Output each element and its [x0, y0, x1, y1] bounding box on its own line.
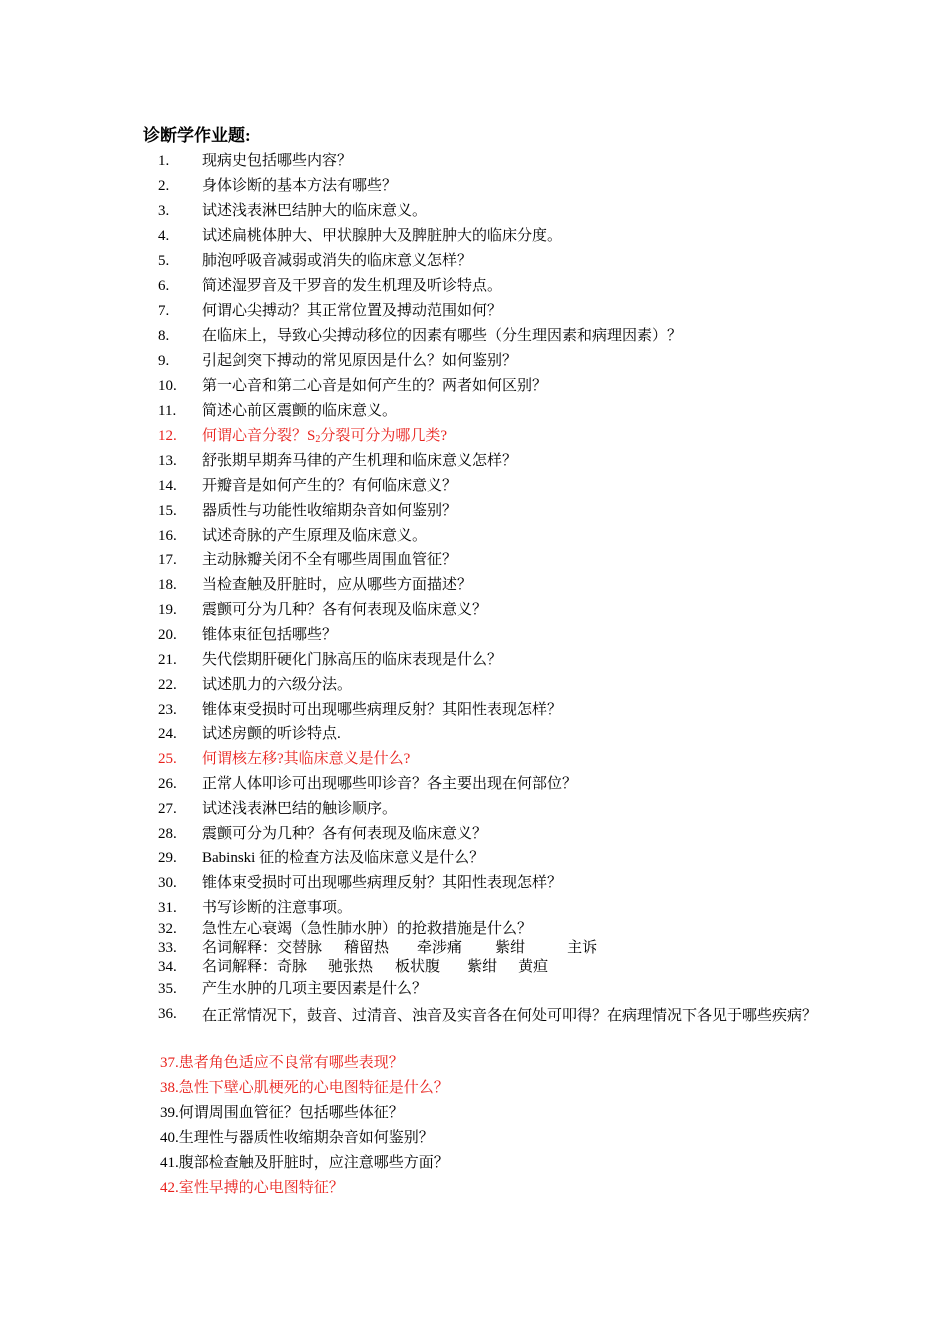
- term: 板状腹: [395, 959, 441, 975]
- question-number: 25.: [158, 751, 177, 767]
- terms-label: 名词解释：: [202, 940, 278, 956]
- question-text: 试述肌力的六级分法。: [202, 677, 353, 693]
- question-text: 当检查触及肝脏时，应从哪些方面描述？: [202, 577, 473, 593]
- question-text: 何谓核左移?其临床意义是什么?: [202, 751, 411, 767]
- question-text: 试述扁桃体肿大、甲状腺肿大及脾脏肿大的临床分度。: [202, 228, 563, 244]
- question-text: 现病史包括哪些内容？: [202, 153, 353, 169]
- question-number: 21.: [158, 652, 177, 668]
- question-number: 16.: [158, 528, 177, 544]
- question-item-highlighted: [160, 1078, 449, 1098]
- question-number: 27.: [158, 801, 177, 817]
- question-text: 锥体束受损时可出现哪些病理反射？其阳性表现怎样？: [202, 702, 563, 718]
- question-text-part: 何谓心音分裂？S: [202, 428, 316, 444]
- question-number: 28.: [158, 826, 177, 842]
- question-number: 41.: [160, 1155, 179, 1171]
- question-item-highlighted: [160, 1178, 344, 1198]
- question-number: 1.: [158, 153, 170, 169]
- question-number: 26.: [158, 776, 177, 792]
- question-text: [202, 426, 447, 450]
- question-text: 失代偿期肝硬化门脉高压的临床表现是什么？: [202, 652, 503, 668]
- term: 驰张热: [328, 959, 374, 975]
- question-number: 11.: [158, 403, 177, 419]
- question-number: 12.: [158, 428, 177, 444]
- question-number: 24.: [158, 726, 177, 742]
- question-text: 锥体束受损时可出现哪些病理反射？其阳性表现怎样？: [202, 875, 563, 891]
- question-text: 急性下壁心肌梗死的心电图特征是什么？: [178, 1080, 449, 1096]
- question-number: 9.: [158, 353, 170, 369]
- subscript: 2: [315, 434, 321, 445]
- question-text: 何谓周围血管征？包括哪些体征？: [178, 1105, 404, 1121]
- question-number: 13.: [158, 453, 177, 469]
- question-text: 试述奇脉的产生原理及临床意义。: [202, 528, 428, 544]
- question-text: 震颤可分为几种？各有何表现及临床意义？: [202, 602, 488, 618]
- term: 奇脉: [277, 959, 308, 975]
- question-text: 在正常情况下，鼓音、过清音、浊音及实音各在何处可叩得？在病理情况下各见于哪些疾病？: [202, 1008, 818, 1024]
- question-text: 简述湿罗音及干罗音的发生机理及听诊特点。: [202, 278, 503, 294]
- question-text: 器质性与功能性收缩期杂音如何鉴别？: [202, 503, 458, 519]
- question-text: [202, 938, 597, 958]
- question-number: 31.: [158, 900, 177, 916]
- question-text: 患者角色适应不良常有哪些表现？: [178, 1055, 404, 1071]
- question-text: 震颤可分为几种？各有何表现及临床意义？: [202, 826, 488, 842]
- term: 交替脉: [277, 940, 323, 956]
- question-number: 8.: [158, 328, 170, 344]
- question-number: 32.: [158, 921, 177, 937]
- question-number: 39.: [160, 1105, 179, 1121]
- term: 黄疸: [518, 959, 549, 975]
- question-number: 10.: [158, 378, 177, 394]
- question-number: 35.: [158, 981, 177, 997]
- question-text-part: 分裂可分为哪几类?: [320, 428, 448, 444]
- question-number: 15.: [158, 503, 177, 519]
- question-text: 腹部检查触及肝脏时，应注意哪些方面？: [178, 1155, 449, 1171]
- term: 主诉: [567, 940, 598, 956]
- question-text: 正常人体叩诊可出现哪些叩诊音？各主要出现在何部位？: [202, 776, 578, 792]
- question-text: 生理性与器质性收缩期杂音如何鉴别？: [178, 1130, 434, 1146]
- question-item: [160, 1103, 404, 1123]
- question-text: 肺泡呼吸音减弱或消失的临床意义怎样？: [202, 253, 473, 269]
- question-number: 37.: [160, 1055, 179, 1071]
- term: 稽留热: [344, 940, 390, 956]
- question-text: 锥体束征包括哪些？: [202, 627, 338, 643]
- page-title: 诊断学作业题:: [143, 126, 251, 145]
- question-number: 20.: [158, 627, 177, 643]
- question-text: 产生水肿的几项主要因素是什么？: [202, 981, 428, 997]
- question-number: 3.: [158, 203, 170, 219]
- question-text: Babinski 征的检查方法及临床意义是什么？: [202, 850, 485, 866]
- question-number: 29.: [158, 850, 177, 866]
- question-text: 试述浅表淋巴结的触诊顺序。: [202, 801, 398, 817]
- question-number: 5.: [158, 253, 170, 269]
- question-number: 17.: [158, 552, 177, 568]
- question-text: 急性左心衰竭（急性肺水肿）的抢救措施是什么？: [202, 921, 533, 937]
- question-number: 2.: [158, 178, 170, 194]
- question-number: 7.: [158, 303, 170, 319]
- question-text: 试述房颤的听诊特点.: [202, 726, 341, 742]
- question-text: 室性早搏的心电图特征？: [178, 1180, 344, 1196]
- question-item: [160, 1153, 449, 1173]
- question-text: 舒张期早期奔马律的产生机理和临床意义怎样？: [202, 453, 518, 469]
- question-number: 19.: [158, 602, 177, 618]
- question-text: 身体诊断的基本方法有哪些？: [202, 178, 398, 194]
- question-number: 4.: [158, 228, 170, 244]
- term: 紫绀: [495, 940, 526, 956]
- question-item-highlighted: [160, 1053, 404, 1073]
- question-text: 试述浅表淋巴结肿大的临床意义。: [202, 203, 428, 219]
- question-number: 42.: [160, 1180, 179, 1196]
- question-number: 34.: [158, 959, 177, 975]
- question-number: 14.: [158, 478, 177, 494]
- question-text: 开瓣音是如何产生的？有何临床意义？: [202, 478, 458, 494]
- question-text: 引起剑突下搏动的常见原因是什么？如何鉴别？: [202, 353, 518, 369]
- question-item: [160, 1128, 434, 1148]
- term: 紫绀: [467, 959, 498, 975]
- terms-label: 名词解释：: [202, 959, 278, 975]
- question-number: 23.: [158, 702, 177, 718]
- question-text: 书写诊断的注意事项。: [202, 900, 353, 916]
- question-number: 22.: [158, 677, 177, 693]
- question-text: 在临床上，导致心尖搏动移位的因素有哪些（分生理因素和病理因素）？: [202, 328, 683, 344]
- question-number: 40.: [160, 1130, 179, 1146]
- question-text: 简述心前区震颤的临床意义。: [202, 403, 398, 419]
- question-number: 30.: [158, 875, 177, 891]
- question-text: 何谓心尖搏动？其正常位置及搏动范围如何？: [202, 303, 503, 319]
- question-text: [202, 957, 548, 977]
- question-text: 第一心音和第二心音是如何产生的？两者如何区别？: [202, 378, 548, 394]
- question-text: 主动脉瓣关闭不全有哪些周围血管征？: [202, 552, 458, 568]
- question-number: 6.: [158, 278, 170, 294]
- question-number: 38.: [160, 1080, 179, 1096]
- question-number: 18.: [158, 577, 177, 593]
- question-number: 36.: [158, 1006, 177, 1022]
- term: 牵涉痛: [417, 940, 463, 956]
- question-number: 33.: [158, 940, 177, 956]
